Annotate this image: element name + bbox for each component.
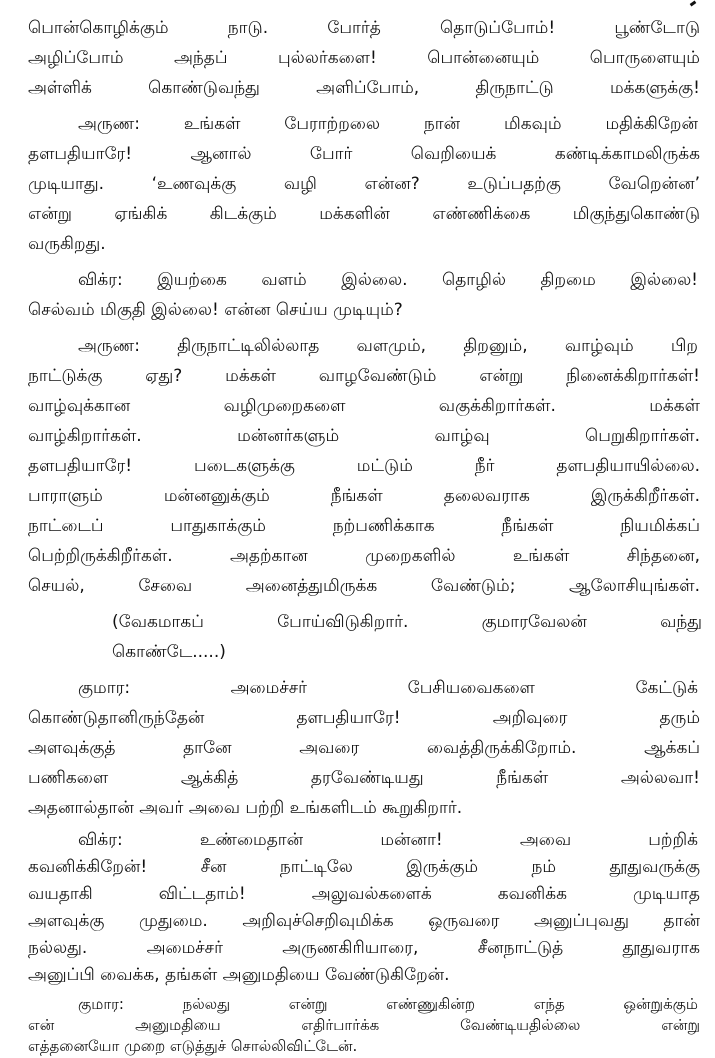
text-line: செயல், சேவை அனைத்துமிருக்க வேண்டும்; ஆலோசியுங்கள்.: [28, 576, 700, 596]
text-line: என்று ஏங்கிக் கிடக்கும் மக்களின் எண்ணிக்கை மிகுந்துகொண்டு: [28, 204, 700, 224]
text-line: குமார: நல்லது என்று எண்ணுகின்ற எந்த ஒன்றுக்கும்: [78, 995, 698, 1013]
stage-direction-line: (வேகமாகப் போய்விடுகிறார். குமாரவேலன் வந்து: [112, 612, 702, 632]
text-line: வயதாகி விட்டதாம்! அலுவல்களைக் கவனிக்க முடியாத: [28, 884, 700, 904]
text-line: வாழ்வுக்கான வழிமுறைகளை வகுக்கிறார்கள். மக்கள்: [28, 396, 700, 416]
text-line: அளவுக்குத் தானே அவரை வைத்திருக்கிறோம். ஆக்கப்: [28, 738, 700, 758]
text-line: பெற்றிருக்கிறீர்கள். அதற்கான முறைகளில் உங்கள் சிந்தனை,: [28, 546, 700, 566]
text-line: நல்லது. அமைச்சர் அருணகிரியாரை, சீனநாட்டுத் தூதுவராக: [28, 938, 700, 958]
text-line: கொண்டுதானிருந்தேன் தளபதியாரே! அறிவுரை தரும்: [28, 708, 700, 728]
text-line: கவனிக்கிறேன்! சீன நாட்டிலே இருக்கும் நம் தூதுவருக்கு: [28, 857, 700, 877]
text-line: முடியாது. ‘உணவுக்கு வழி என்ன? உடுப்பதற்கு வேறென்ன’: [28, 174, 700, 194]
text-line: பாராளும் மன்னனுக்கும் நீங்கள் தலைவராக இருக்கிறீர்கள்.: [28, 486, 700, 506]
text-line: நாட்டைப் பாதுகாக்கும் நற்பணிக்காக நீங்கள் நியமிக்கப்: [28, 516, 700, 536]
text-line: அழிப்போம் அந்தப் புல்லர்களை! பொன்னையும் பொருளையும்: [28, 48, 700, 68]
text-line: அருண: உங்கள் பேராற்றலை நான் மிகவும் மதிக்கிறேன்: [78, 114, 698, 134]
text-line: அள்ளிக் கொண்டுவந்து அளிப்போம், திருநாட்டு மக்களுக்கு!: [28, 78, 700, 98]
text-line: பணிகளை ஆக்கித் தரவேண்டியது நீங்கள் அல்லவா!: [28, 768, 700, 788]
text-line: என் அனுமதியை எதிர்பார்க்க வேண்டியதில்லை என்று: [28, 1016, 700, 1034]
text-line: நாட்டுக்கு ஏது? மக்கள் வாழவேண்டும் என்று நினைக்கிறார்கள்!: [28, 366, 700, 386]
text-line: விக்ர: உண்மைதான் மன்னா! அவை பற்றிக்: [78, 830, 698, 850]
text-line: தளபதியாரே! படைகளுக்கு மட்டும் நீர் தளபதியாயில்லை.: [28, 456, 700, 476]
stage-direction-line: கொண்டே.....): [112, 642, 226, 662]
text-line: வாழ்கிறார்கள். மன்னர்களும் வாழ்வு பெறுகிறார்கள்.: [28, 426, 700, 446]
page-corner-mark: [690, 1, 697, 7]
text-line: எத்தனையோ முறை எடுத்துச் சொல்லிவிட்டேன்.: [28, 1037, 358, 1055]
text-line: வருகிறது.: [28, 234, 106, 254]
text-line: விக்ர: இயற்கை வளம் இல்லை. தொழில் திறமை இல்லை!: [78, 270, 698, 290]
text-line: அதனால்தான் அவர் அவை பற்றி உங்களிடம் கூறுகிறார்.: [28, 798, 463, 818]
text-line: பொன்கொழிக்கும் நாடு. போர்த் தொடுப்போம்! பூண்டோடு: [28, 18, 700, 38]
text-line: தளபதியாரே! ஆனால் போர் வெறியைக் கண்டிக்காமலிருக்க: [28, 144, 700, 164]
text-line: அருண: திருநாட்டிலில்லாத வளமும், திறனும், வாழ்வும் பிற: [78, 336, 698, 356]
text-line: செல்வம் மிகுதி இல்லை! என்ன செய்ய முடியும்?: [28, 300, 403, 320]
text-line: அளவுக்கு முதுமை. அறிவுச்செறிவுமிக்க ஒருவரை அனுப்புவது தான்: [28, 911, 700, 931]
text-line: குமார: அமைச்சர் பேசியவைகளை கேட்டுக்: [78, 678, 698, 698]
text-line: அனுப்பி வைக்க, தங்கள் அனுமதியை வேண்டுகிறேன்.: [28, 965, 450, 985]
